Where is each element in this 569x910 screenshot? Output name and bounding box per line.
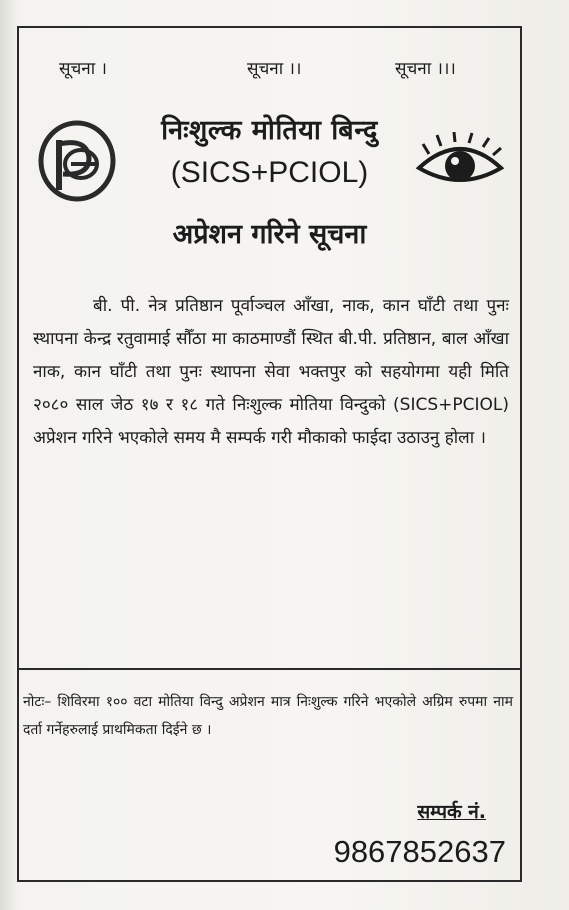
notice-header-row <box>19 56 520 86</box>
notice-frame <box>17 26 522 882</box>
notice-label-1: सूचना । <box>59 59 107 79</box>
notice-title-line-3: अप्रेशन गरिने सूचना <box>172 219 367 250</box>
notice-label-2: सूचना ।। <box>247 59 302 79</box>
notice-note: नोटः– शिविरमा १०० वटा मोतिया विन्दु अप्रेशन मात्र निःशुल्क गरिने भएकोले अग्रिम रुपमा नाम दर्ता गर्नेहरुलाई प्राथमिकता दिईने छ । <box>23 694 513 738</box>
section-divider <box>19 668 520 670</box>
notice-title-line-1: निःशुल्क मोतिया बिन्दु <box>161 115 378 146</box>
contact-phone-number: 9867852637 <box>333 834 506 869</box>
notice-title-line-2: (SICS+PCIOL) <box>170 156 369 189</box>
contact-label: सम्पर्क नं. <box>417 801 486 823</box>
notice-body-paragraph: बी. पी. नेत्र प्रतिष्ठान पूर्वाञ्चल आँखा, नाक, कान घाँटी तथा पुनः स्थापना केन्द्र रतुवामाई सौँठा मा काठमाण्डौं स्थित बी.पी. प्रतिष्ठान, बाल आँखा नाक, कान घाँटी तथा पुनः स्थापना सेवा भक्तपुर को सहयोगमा यही मिति २०८० साल जेठ १७ र १८ गते निःशुल्क मोतिया विन्दुको (SICS+PCIOL) अप्रेशन गरिने भएकोले समय मै सम्पर्क गरी मौकाको फाईदा उठाउनु होला । <box>33 296 509 448</box>
notice-label-3: सूचना ।।। <box>395 59 456 79</box>
